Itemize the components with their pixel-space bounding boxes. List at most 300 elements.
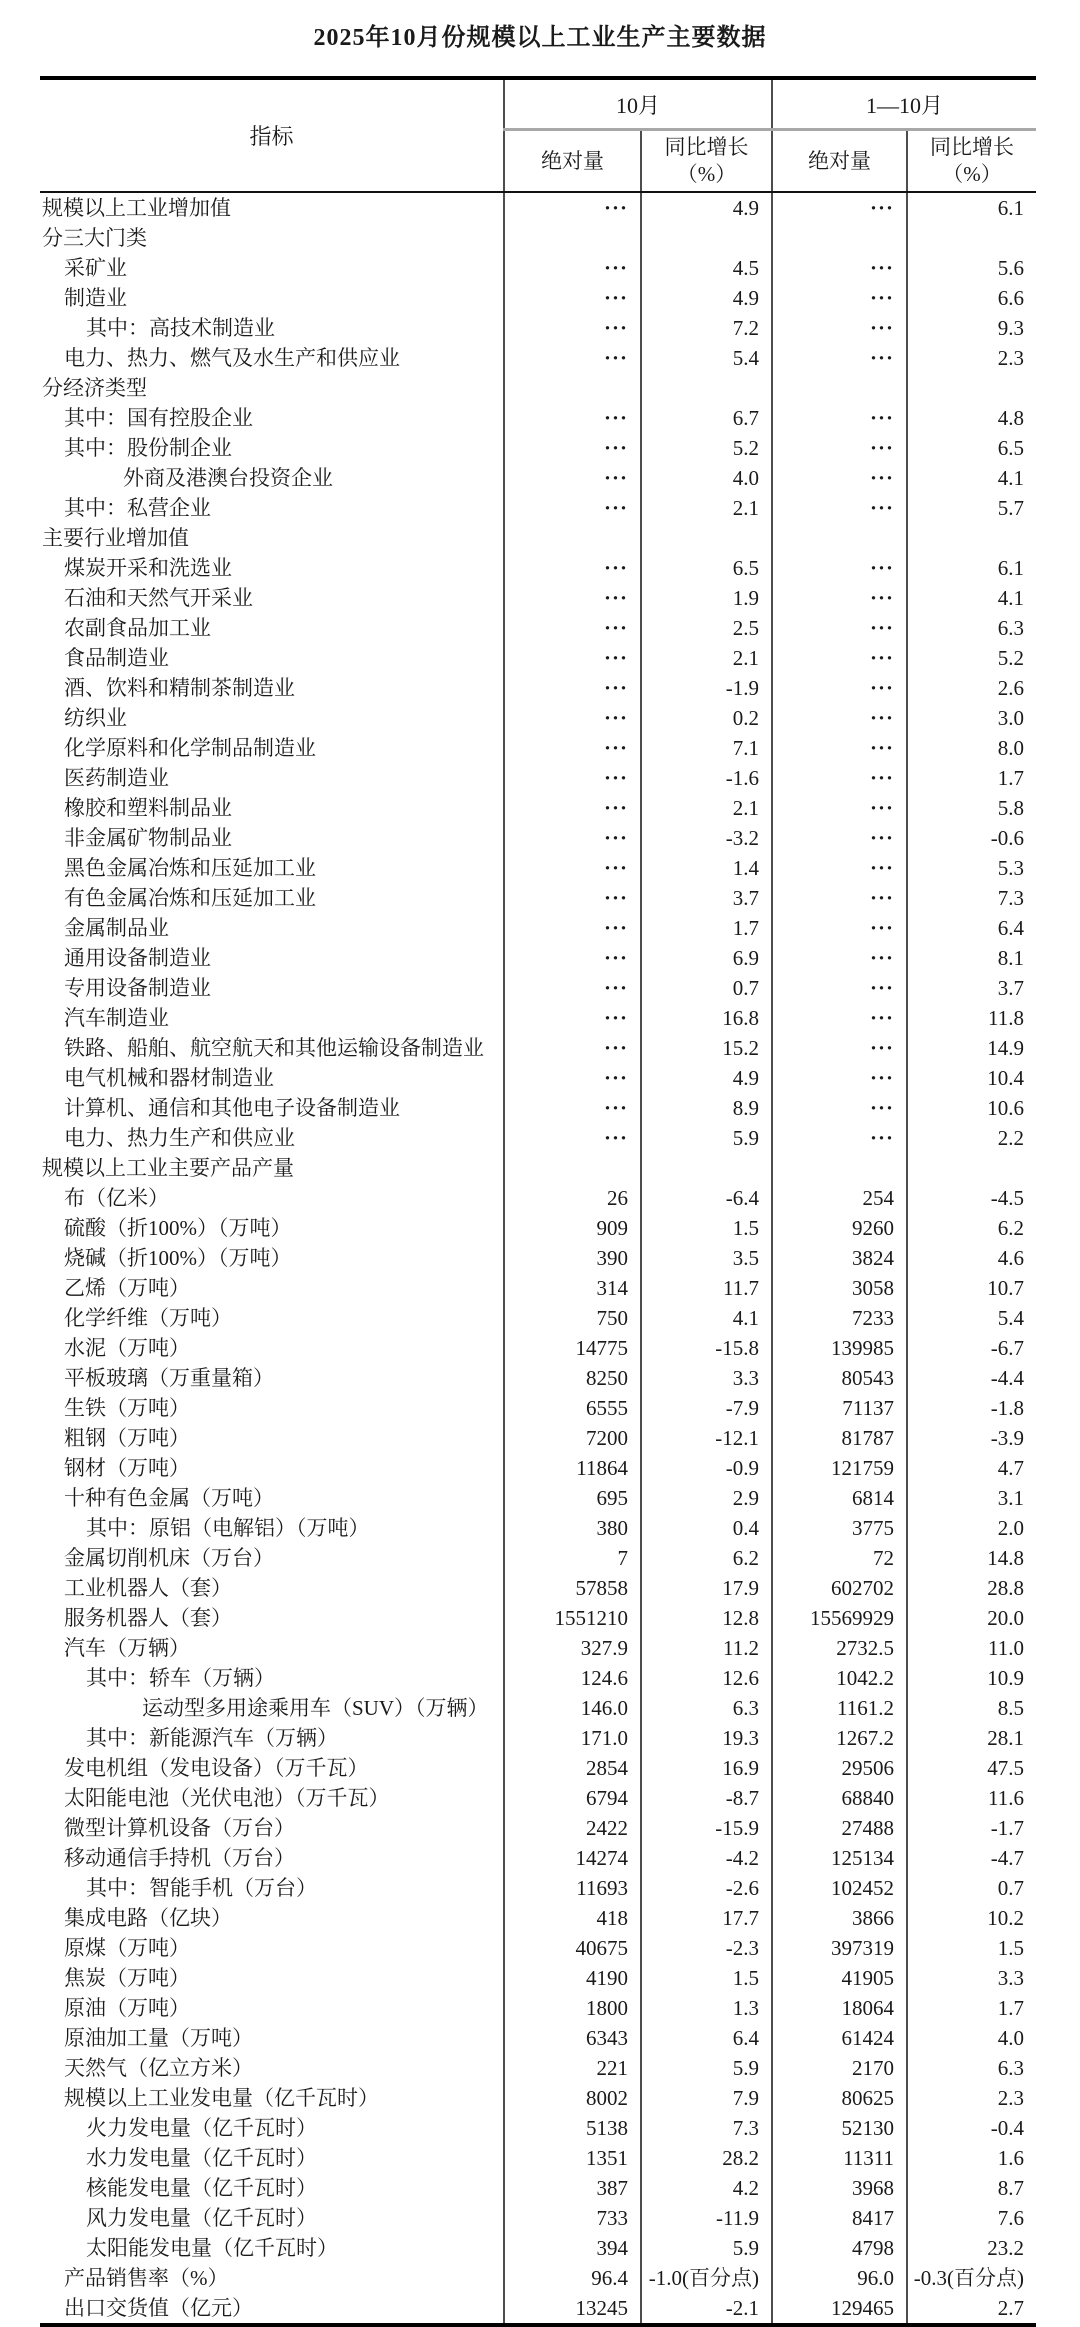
ellipsis-placeholder: ···	[603, 1126, 628, 1150]
value-cell: 397319	[772, 1933, 907, 1963]
table-row	[40, 1123, 1036, 1153]
table-row	[40, 2263, 1036, 2293]
value-cell	[772, 553, 907, 583]
value-cell: 5.9	[641, 2053, 772, 2083]
value-cell: 41905	[772, 1963, 907, 1993]
table-row	[40, 883, 1036, 913]
value-cell: 11311	[772, 2143, 907, 2173]
value-cell: 14775	[504, 1333, 641, 1363]
table-row	[40, 1243, 1036, 1273]
ellipsis-placeholder: ···	[603, 1006, 628, 1030]
value-cell	[772, 823, 907, 853]
ellipsis-placeholder: ···	[870, 976, 895, 1000]
value-cell: 6794	[504, 1783, 641, 1813]
value-cell: 10.6	[987, 1096, 1025, 1120]
ellipsis-placeholder: ···	[603, 196, 628, 220]
indicator-cell: 其中：智能手机（万台）	[40, 1873, 504, 1903]
value-cell: 11864	[504, 1453, 641, 1483]
indicator-cell: 其中：原铝（电解铝）（万吨）	[40, 1513, 504, 1543]
value-cell: 3.3	[641, 1363, 772, 1393]
value-cell: -0.6	[990, 826, 1025, 850]
value-cell: 1551210	[504, 1603, 641, 1633]
indicator-cell: 移动通信手持机（万台）	[40, 1843, 504, 1873]
indicator-cell: 规模以上工业增加值	[40, 192, 504, 223]
value-cell: 4.2	[641, 2173, 772, 2203]
table-row	[40, 943, 1036, 973]
value-cell: 15569929	[772, 1603, 907, 1633]
indicator-cell: 其中：高技术制造业	[40, 313, 504, 343]
value-cell	[772, 253, 907, 283]
value-cell: 5138	[504, 2113, 641, 2143]
table-row	[40, 1513, 1036, 1543]
value-cell: 6.6	[997, 286, 1025, 310]
value-cell: 6.2	[997, 1216, 1025, 1240]
value-cell: 695	[504, 1483, 641, 1513]
value-cell: 418	[504, 1903, 641, 1933]
ellipsis-placeholder: ···	[870, 826, 895, 850]
ellipsis-placeholder: ···	[870, 706, 895, 730]
ellipsis-placeholder: ···	[870, 256, 895, 280]
ellipsis-placeholder: ···	[870, 766, 895, 790]
value-cell	[504, 673, 641, 703]
ellipsis-placeholder: ···	[603, 766, 628, 790]
indicator-cell: 服务机器人（套）	[40, 1603, 504, 1633]
value-cell: 2.3	[997, 346, 1025, 370]
value-cell	[641, 523, 772, 553]
indicator-cell: 运动型多用途乘用车（SUV）（万辆）	[40, 1693, 504, 1723]
value-cell	[907, 1153, 1036, 1183]
indicator-cell: 电力、热力生产和供应业	[40, 1123, 504, 1153]
indicator-cell: 其中：私营企业	[40, 493, 504, 523]
value-cell: 6.2	[641, 1543, 772, 1573]
value-cell	[504, 853, 641, 883]
table-body	[40, 192, 1036, 2325]
value-cell: 96.4	[504, 2263, 641, 2293]
value-cell: -3.9	[990, 1426, 1025, 1450]
yoy-label-line2: （%）	[676, 162, 737, 186]
value-cell: 8.0	[997, 736, 1025, 760]
indicator-cell: 焦炭（万吨）	[40, 1963, 504, 1993]
value-cell: 6.1	[997, 556, 1025, 580]
value-cell	[641, 223, 772, 253]
value-cell: 7.3	[997, 886, 1025, 910]
value-cell	[504, 1063, 641, 1093]
indicator-cell: 发电机组（发电设备）（万千瓦）	[40, 1753, 504, 1783]
value-cell: 602702	[772, 1573, 907, 1603]
value-cell	[504, 403, 641, 433]
ellipsis-placeholder: ···	[603, 586, 628, 610]
value-cell: 8.1	[997, 946, 1025, 970]
value-cell	[504, 1093, 641, 1123]
value-cell	[504, 313, 641, 343]
table-row	[40, 1903, 1036, 1933]
table-row	[40, 1393, 1036, 1423]
indicator-cell: 微型计算机设备（万台）	[40, 1813, 504, 1843]
value-cell	[772, 943, 907, 973]
table-row	[40, 2293, 1036, 2325]
indicator-cell: 其中：股份制企业	[40, 433, 504, 463]
ellipsis-placeholder: ···	[870, 346, 895, 370]
indicator-cell: 计算机、通信和其他电子设备制造业	[40, 1093, 504, 1123]
value-cell	[772, 1003, 907, 1033]
value-cell: 11693	[504, 1873, 641, 1903]
table-row	[40, 583, 1036, 613]
value-cell: 2422	[504, 1813, 641, 1843]
value-cell: 47.5	[987, 1756, 1025, 1780]
table-row	[40, 1423, 1036, 1453]
ellipsis-placeholder: ···	[870, 1066, 895, 1090]
value-cell: 1042.2	[772, 1663, 907, 1693]
ellipsis-placeholder: ···	[603, 676, 628, 700]
indicator-cell: 原煤（万吨）	[40, 1933, 504, 1963]
value-cell: 2.1	[641, 493, 772, 523]
value-cell: 380	[504, 1513, 641, 1543]
ellipsis-placeholder: ···	[603, 466, 628, 490]
header-indicator: 指标	[40, 78, 504, 192]
value-cell: 909	[504, 1213, 641, 1243]
value-cell: 314	[504, 1273, 641, 1303]
table-row	[40, 1363, 1036, 1393]
indicator-cell: 规模以上工业主要产品产量	[40, 1153, 504, 1183]
indicator-cell: 汽车制造业	[40, 1003, 504, 1033]
value-cell: 2854	[504, 1753, 641, 1783]
value-cell: 171.0	[504, 1723, 641, 1753]
value-cell: 16.9	[641, 1753, 772, 1783]
value-cell	[772, 763, 907, 793]
value-cell: -3.2	[641, 823, 772, 853]
value-cell: 121759	[772, 1453, 907, 1483]
indicator-cell: 工业机器人（套）	[40, 1573, 504, 1603]
value-cell: 7200	[504, 1423, 641, 1453]
value-cell: 17.7	[641, 1903, 772, 1933]
value-cell	[504, 553, 641, 583]
value-cell: -7.9	[641, 1393, 772, 1423]
indicator-cell: 非金属矿物制品业	[40, 823, 504, 853]
table-row	[40, 493, 1036, 523]
value-cell: 4.1	[997, 586, 1025, 610]
page-title: 2025年10月份规模以上工业生产主要数据	[313, 25, 767, 51]
value-cell: 80625	[772, 2083, 907, 2113]
value-cell: -4.4	[990, 1366, 1025, 1390]
value-cell: 1.9	[641, 583, 772, 613]
value-cell: 6.3	[997, 2056, 1025, 2080]
value-cell: 6.5	[641, 553, 772, 583]
value-cell	[772, 463, 907, 493]
indicator-cell: 水泥（万吨）	[40, 1333, 504, 1363]
value-cell: 10.4	[987, 1066, 1025, 1090]
ellipsis-placeholder: ···	[870, 436, 895, 460]
ellipsis-placeholder: ···	[870, 586, 895, 610]
table-row	[40, 463, 1036, 493]
table-row	[40, 1603, 1036, 1633]
value-cell: 7	[504, 1543, 641, 1573]
value-cell: -0.4	[990, 2116, 1025, 2140]
value-cell	[504, 913, 641, 943]
table-row	[40, 553, 1036, 583]
indicator-cell: 规模以上工业发电量（亿千瓦时）	[40, 2083, 504, 2113]
value-cell: 1.7	[641, 913, 772, 943]
value-cell: 6814	[772, 1483, 907, 1513]
value-cell	[504, 523, 641, 553]
indicator-cell: 外商及港澳台投资企业	[40, 463, 504, 493]
indicator-cell: 酒、饮料和精制茶制造业	[40, 673, 504, 703]
value-cell: 12.6	[641, 1663, 772, 1693]
ellipsis-placeholder: ···	[603, 1096, 628, 1120]
value-cell: 57858	[504, 1573, 641, 1603]
value-cell	[504, 493, 641, 523]
value-cell	[504, 793, 641, 823]
ellipsis-placeholder: ···	[870, 496, 895, 520]
value-cell: 6343	[504, 2023, 641, 2053]
value-cell: 7233	[772, 1303, 907, 1333]
value-cell: 3824	[772, 1243, 907, 1273]
table-row	[40, 1993, 1036, 2023]
indicator-cell: 出口交货值（亿元）	[40, 2293, 504, 2325]
value-cell: 26	[504, 1183, 641, 1213]
value-cell: 19.3	[641, 1723, 772, 1753]
value-cell: 68840	[772, 1783, 907, 1813]
value-cell: -4.7	[990, 1846, 1025, 1870]
value-cell: 129465	[772, 2293, 907, 2325]
ellipsis-placeholder: ···	[870, 946, 895, 970]
value-cell: 11.8	[988, 1006, 1025, 1030]
ellipsis-placeholder: ···	[870, 1096, 895, 1120]
value-cell	[504, 763, 641, 793]
ellipsis-placeholder: ···	[870, 466, 895, 490]
value-cell: 17.9	[641, 1573, 772, 1603]
value-cell: 5.3	[997, 856, 1025, 880]
table-row	[40, 1693, 1036, 1723]
indicator-cell: 食品制造业	[40, 643, 504, 673]
value-cell: 387	[504, 2173, 641, 2203]
table-row	[40, 523, 1036, 553]
value-cell: 1351	[504, 2143, 641, 2173]
value-cell: 394	[504, 2233, 641, 2263]
value-cell	[504, 733, 641, 763]
value-cell: 4.9	[641, 1063, 772, 1093]
table-row	[40, 853, 1036, 883]
value-cell: 14274	[504, 1843, 641, 1873]
value-cell	[504, 433, 641, 463]
table-row	[40, 373, 1036, 403]
ellipsis-placeholder: ···	[603, 436, 628, 460]
value-cell	[772, 643, 907, 673]
value-cell: 4.5	[641, 253, 772, 283]
value-cell: 1.7	[997, 1996, 1025, 2020]
ellipsis-placeholder: ···	[870, 1006, 895, 1030]
value-cell	[504, 1003, 641, 1033]
table-row	[40, 1183, 1036, 1213]
ellipsis-placeholder: ···	[870, 406, 895, 430]
value-cell	[641, 373, 772, 403]
value-cell	[772, 913, 907, 943]
value-cell	[772, 973, 907, 1003]
table-row	[40, 1033, 1036, 1063]
value-cell: 3866	[772, 1903, 907, 1933]
value-cell: 7.6	[997, 2206, 1025, 2230]
ellipsis-placeholder: ···	[603, 976, 628, 1000]
ellipsis-placeholder: ···	[603, 736, 628, 760]
value-cell: 8250	[504, 1363, 641, 1393]
table-row	[40, 2203, 1036, 2233]
value-cell: 16.8	[641, 1003, 772, 1033]
table-row	[40, 1753, 1036, 1783]
table-row	[40, 1483, 1036, 1513]
value-cell: 81787	[772, 1423, 907, 1453]
value-cell: 15.2	[641, 1033, 772, 1063]
value-cell	[772, 523, 907, 553]
value-cell	[504, 283, 641, 313]
value-cell: 750	[504, 1303, 641, 1333]
value-cell: 2.1	[641, 643, 772, 673]
ellipsis-placeholder: ···	[603, 826, 628, 850]
indicator-cell: 纺织业	[40, 703, 504, 733]
value-cell: 5.6	[997, 256, 1025, 280]
value-cell	[504, 883, 641, 913]
value-cell: 2170	[772, 2053, 907, 2083]
table-row	[40, 1933, 1036, 1963]
indicator-cell: 平板玻璃（万重量箱）	[40, 1363, 504, 1393]
value-cell: 1.3	[641, 1993, 772, 2023]
value-cell	[504, 703, 641, 733]
value-cell: -2.3	[641, 1933, 772, 1963]
table-row	[40, 973, 1036, 1003]
value-cell: 4.9	[641, 192, 772, 223]
value-cell: -2.1	[641, 2293, 772, 2325]
value-cell: 61424	[772, 2023, 907, 2053]
value-cell: -0.3(百分点)	[913, 2266, 1025, 2290]
value-cell: 2.9	[641, 1483, 772, 1513]
value-cell: 6555	[504, 1393, 641, 1423]
yoy-label-line2: （%）	[942, 162, 1002, 186]
ellipsis-placeholder: ···	[603, 616, 628, 640]
ellipsis-placeholder: ···	[603, 556, 628, 580]
indicator-cell: 集成电路（亿块）	[40, 1903, 504, 1933]
value-cell: 4.1	[641, 1303, 772, 1333]
table-row	[40, 403, 1036, 433]
value-cell: 28.2	[641, 2143, 772, 2173]
value-cell: 1267.2	[772, 1723, 907, 1753]
value-cell	[772, 613, 907, 643]
ellipsis-placeholder: ···	[603, 1036, 628, 1060]
table-row	[40, 1873, 1036, 1903]
value-cell: 4.8	[997, 406, 1025, 430]
ellipsis-placeholder: ···	[603, 916, 628, 940]
value-cell: 11.6	[988, 1786, 1025, 1810]
value-cell	[504, 1153, 641, 1183]
value-cell: 5.4	[641, 343, 772, 373]
value-cell: 9260	[772, 1213, 907, 1243]
value-cell: 14.8	[987, 1546, 1025, 1570]
indicator-cell: 核能发电量（亿千瓦时）	[40, 2173, 504, 2203]
value-cell: 1.5	[997, 1936, 1025, 1960]
ellipsis-placeholder: ···	[603, 286, 628, 310]
table-row	[40, 283, 1036, 313]
ellipsis-placeholder: ···	[870, 916, 895, 940]
value-cell: 390	[504, 1243, 641, 1273]
indicator-cell: 其中：新能源汽车（万辆）	[40, 1723, 504, 1753]
indicator-cell: 铁路、船舶、航空航天和其他运输设备制造业	[40, 1033, 504, 1063]
table-row	[40, 433, 1036, 463]
header-oct-absolute: 绝对量	[504, 130, 641, 193]
value-cell: 6.1	[997, 196, 1025, 220]
value-cell: 2732.5	[772, 1633, 907, 1663]
value-cell	[907, 373, 1036, 403]
value-cell	[504, 1033, 641, 1063]
value-cell: 11.2	[641, 1633, 772, 1663]
value-cell: 2.1	[641, 793, 772, 823]
value-cell: 96.0	[772, 2263, 907, 2293]
value-cell	[772, 1033, 907, 1063]
value-cell: 0.2	[641, 703, 772, 733]
value-cell: 4.0	[997, 2026, 1025, 2050]
indicator-cell: 水力发电量（亿千瓦时）	[40, 2143, 504, 2173]
indicator-cell: 黑色金属冶炼和压延加工业	[40, 853, 504, 883]
value-cell: 4798	[772, 2233, 907, 2263]
value-cell	[504, 583, 641, 613]
value-cell	[772, 853, 907, 883]
indicator-cell: 医药制造业	[40, 763, 504, 793]
value-cell	[504, 192, 641, 223]
ellipsis-placeholder: ···	[603, 646, 628, 670]
value-cell: -15.9	[641, 1813, 772, 1843]
value-cell: 3775	[772, 1513, 907, 1543]
value-cell: 0.7	[997, 1876, 1025, 1900]
value-cell: -8.7	[641, 1783, 772, 1813]
value-cell: -1.7	[990, 1816, 1025, 1840]
indicator-cell: 有色金属冶炼和压延加工业	[40, 883, 504, 913]
value-cell: -2.6	[641, 1873, 772, 1903]
yoy-label-line1: 同比增长	[930, 135, 1015, 159]
table-row	[40, 1573, 1036, 1603]
ellipsis-placeholder: ···	[870, 646, 895, 670]
indicator-cell: 汽车（万辆）	[40, 1633, 504, 1663]
value-cell: 4.6	[997, 1246, 1025, 1270]
value-cell: -11.9	[641, 2203, 772, 2233]
ellipsis-placeholder: ···	[870, 616, 895, 640]
indicator-cell: 专用设备制造业	[40, 973, 504, 1003]
value-cell: 3058	[772, 1273, 907, 1303]
value-cell: 18064	[772, 1993, 907, 2023]
value-cell: 3.5	[641, 1243, 772, 1273]
value-cell	[504, 343, 641, 373]
value-cell: 9.3	[997, 316, 1025, 340]
value-cell: 102452	[772, 1873, 907, 1903]
table-row	[40, 1723, 1036, 1753]
indicator-cell: 原油（万吨）	[40, 1993, 504, 2023]
value-cell: 2.5	[641, 613, 772, 643]
indicator-cell: 天然气（亿立方米）	[40, 2053, 504, 2083]
value-cell	[504, 943, 641, 973]
value-cell: 23.2	[987, 2236, 1025, 2260]
value-cell: 3.7	[641, 883, 772, 913]
table-row	[40, 1273, 1036, 1303]
table-row	[40, 1663, 1036, 1693]
value-cell: 10.2	[987, 1906, 1025, 1930]
value-cell: 3.0	[997, 706, 1025, 730]
ellipsis-placeholder: ···	[870, 196, 895, 220]
value-cell	[641, 1153, 772, 1183]
value-cell: -1.6	[641, 763, 772, 793]
value-cell: 0.4	[641, 1513, 772, 1543]
table-row	[40, 2173, 1036, 2203]
value-cell	[772, 1093, 907, 1123]
ellipsis-placeholder: ···	[870, 886, 895, 910]
value-cell: 5.2	[641, 433, 772, 463]
table-row	[40, 1633, 1036, 1663]
ellipsis-placeholder: ···	[603, 316, 628, 340]
value-cell: 6.9	[641, 943, 772, 973]
